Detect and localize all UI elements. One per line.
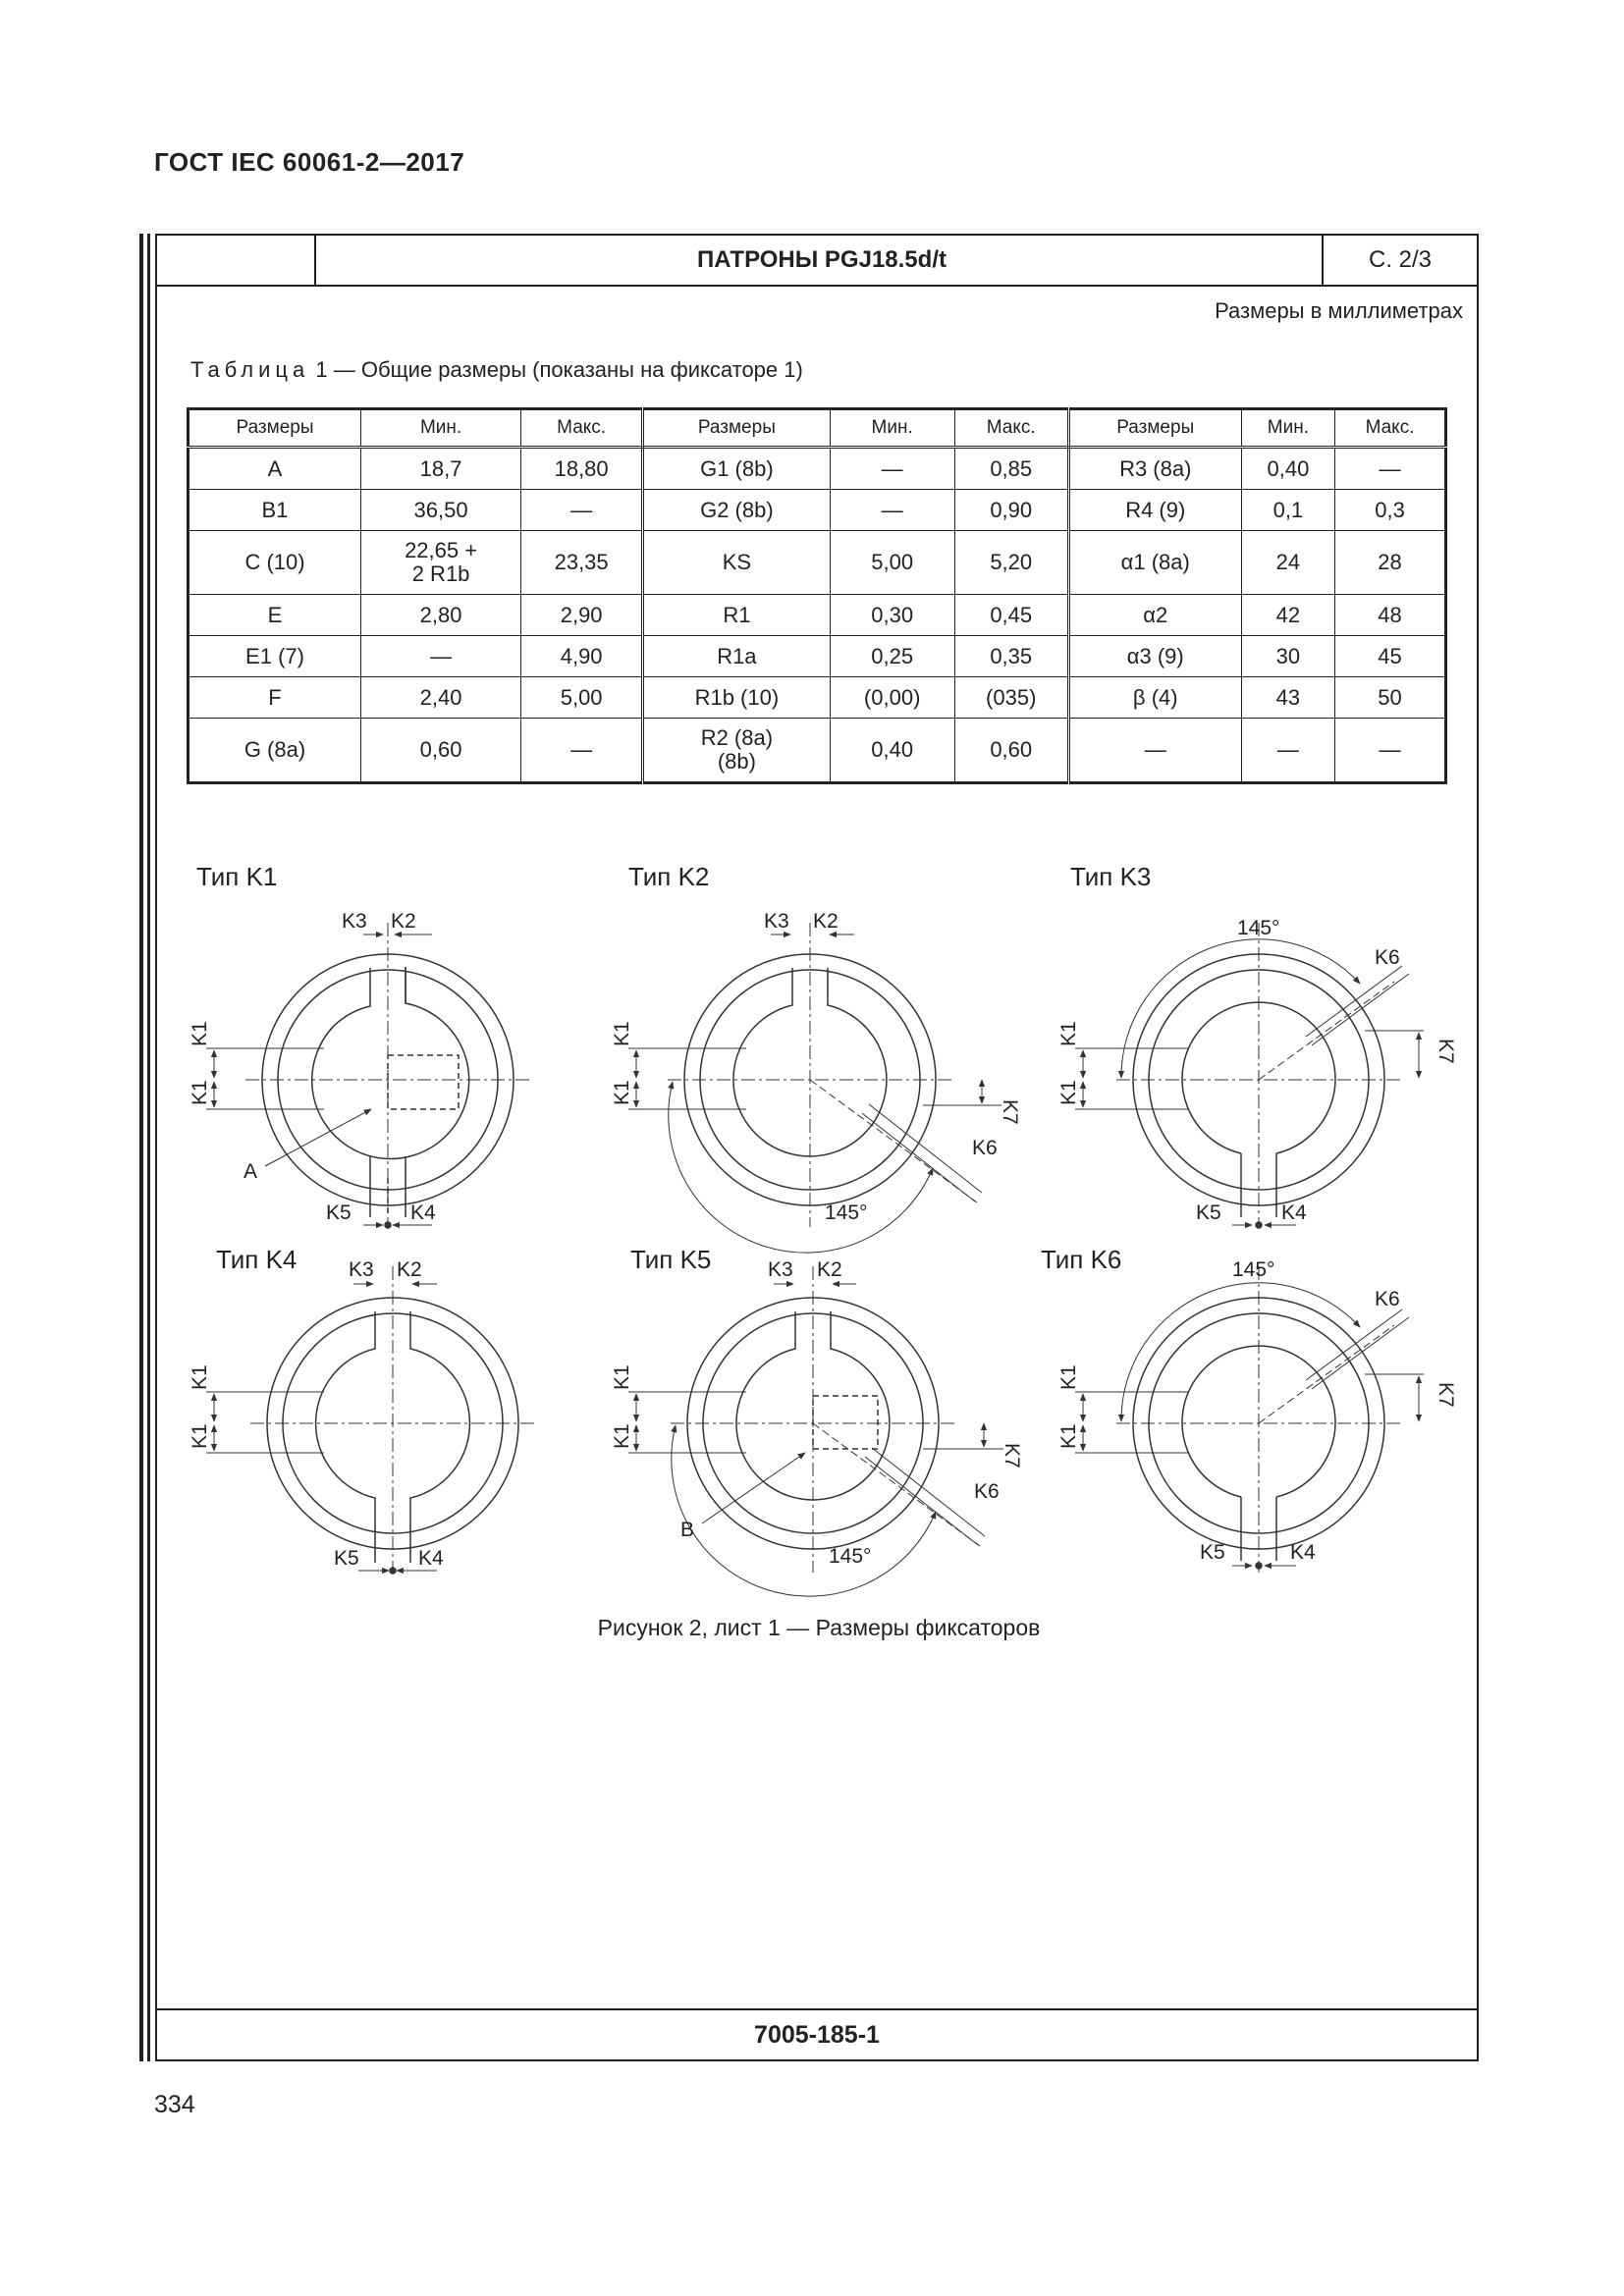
table-cell: 0,90 — [954, 490, 1068, 531]
table-cell: (0,00) — [830, 677, 954, 719]
figure-k5-k3-label: K3 — [768, 1258, 793, 1281]
table-cell: 0,40 — [830, 719, 954, 783]
page-number: 334 — [154, 2091, 195, 2118]
figure-k2-k3-label: K3 — [764, 910, 789, 933]
table-cell: R1a — [643, 636, 830, 677]
table-cell: 0,30 — [830, 595, 954, 636]
table-cell: — — [1335, 448, 1446, 490]
table-cell: α2 — [1068, 595, 1241, 636]
figure-k2-k7-label: K7 — [999, 1099, 1021, 1125]
table-cell: 0,60 — [361, 719, 521, 783]
table-cell: G1 (8b) — [643, 448, 830, 490]
figure-k5-k1a-label: K1 — [611, 1364, 633, 1390]
table-cell: 0,1 — [1241, 490, 1334, 531]
figure-k4-k1a-label: K1 — [189, 1364, 211, 1390]
figure-k1-title: Тип K1 — [196, 862, 278, 891]
figure-k5-k6-label: K6 — [974, 1480, 1000, 1503]
figure-k6-k1b-label: K1 — [1057, 1423, 1080, 1449]
table-cell: 5,00 — [521, 677, 643, 719]
table-header-cell: Размеры — [643, 409, 830, 448]
figure-k2-k2-label: K2 — [813, 910, 839, 933]
table-cell: E1 (7) — [189, 636, 361, 677]
table-cell: R1 — [643, 595, 830, 636]
figure-type-k2 — [628, 923, 1001, 1253]
table-header-cell: Мин. — [361, 409, 521, 448]
figure-k6-title: Тип K6 — [1041, 1245, 1122, 1274]
table-header-cell: Размеры — [1068, 409, 1241, 448]
table-cell: α3 (9) — [1068, 636, 1241, 677]
figure-k4-k1b-label: K1 — [189, 1423, 211, 1449]
table-cell: 0,25 — [830, 636, 954, 677]
margin-bar-outer — [139, 234, 143, 2061]
table-cell: KS — [643, 531, 830, 595]
detent-figures — [157, 236, 1477, 1669]
figure-type-k3 — [1075, 923, 1424, 1228]
margin-bar-inner — [147, 234, 150, 2061]
figure-k1-k1b-label: K1 — [189, 1080, 211, 1105]
table-cell: 18,7 — [361, 448, 521, 490]
figure-k3-k4-label: K4 — [1281, 1201, 1307, 1224]
figure-type-k4 — [206, 1266, 535, 1574]
table-caption-text: 1 — Общие размеры (показаны на фиксаторе 1) — [315, 357, 803, 382]
figure-k3-k7-label: K7 — [1435, 1039, 1457, 1064]
table-cell: R2 (8a) (8b) — [643, 719, 830, 783]
figure-type-k5 — [628, 1266, 1003, 1596]
table-header-cell: Размеры — [189, 409, 361, 448]
figure-k2-k6-label: K6 — [972, 1137, 998, 1159]
table-cell: 0,60 — [954, 719, 1068, 783]
figure-k1-a-label: A — [244, 1160, 258, 1183]
figure-k3-k1b-label: K1 — [1057, 1080, 1080, 1105]
table-cell: 18,80 — [521, 448, 643, 490]
table-cell: G (8a) — [189, 719, 361, 783]
figure-k5-k7-label: K7 — [1001, 1443, 1023, 1468]
sheet-frame — [155, 234, 1479, 2061]
figure-k1-k3-label: K3 — [342, 910, 367, 933]
figure-k6-k6-label: K6 — [1375, 1288, 1400, 1310]
figure-k2-angle-label: 145° — [825, 1201, 868, 1224]
table-cell: 24 — [1241, 531, 1334, 595]
table-cell: 5,20 — [954, 531, 1068, 595]
table-cell: — — [361, 636, 521, 677]
table-cell: G2 (8b) — [643, 490, 830, 531]
document-header: ГОСТ IEC 60061-2—2017 — [154, 147, 465, 177]
table-cell: 22,65 + 2 R1b — [361, 531, 521, 595]
figure-k3-k6-label: K6 — [1375, 946, 1400, 969]
table-cell: 42 — [1241, 595, 1334, 636]
table-cell: R3 (8a) — [1068, 448, 1241, 490]
table-cell: 36,50 — [361, 490, 521, 531]
table-cell: — — [521, 719, 643, 783]
table-cell: 30 — [1241, 636, 1334, 677]
table-cell: C (10) — [189, 531, 361, 595]
table-cell: 2,80 — [361, 595, 521, 636]
figure-k3-k1a-label: K1 — [1057, 1021, 1080, 1046]
table-cell: — — [1335, 719, 1446, 783]
table-cell: 50 — [1335, 677, 1446, 719]
figure-k4-k5-label: K5 — [334, 1547, 359, 1570]
table-header-cell: Мин. — [1241, 409, 1334, 448]
figure-k4-title: Тип K4 — [216, 1245, 298, 1274]
figure-k6-k7-label: K7 — [1435, 1382, 1457, 1408]
figure-k5-k1b-label: K1 — [611, 1423, 633, 1449]
figure-k5-angle-label: 145° — [829, 1545, 872, 1568]
table-cell: R4 (9) — [1068, 490, 1241, 531]
sheet-title: ПАТРОНЫ PGJ18.5d/t — [697, 246, 947, 273]
figure-k5-title: Тип K5 — [630, 1245, 712, 1274]
table-cell: 0,40 — [1241, 448, 1334, 490]
figure-k4-k3-label: K3 — [349, 1258, 374, 1281]
table-caption-prefix: Таблица — [190, 357, 310, 382]
table-cell: B1 — [189, 490, 361, 531]
table-cell: (035) — [954, 677, 1068, 719]
table-cell: — — [521, 490, 643, 531]
table-cell: A — [189, 448, 361, 490]
figure-k4-k2-label: K2 — [397, 1258, 422, 1281]
figure-k6-k4-label: K4 — [1290, 1541, 1316, 1564]
figure-k6-k1a-label: K1 — [1057, 1364, 1080, 1390]
table-cell: 2,90 — [521, 595, 643, 636]
table-cell: 2,40 — [361, 677, 521, 719]
table-cell: 0,45 — [954, 595, 1068, 636]
figure-k1-k2-label: K2 — [391, 910, 416, 933]
figure-k3-k5-label: K5 — [1196, 1201, 1221, 1224]
table-header-cell: Макс. — [954, 409, 1068, 448]
figure-k3-angle-label: 145° — [1237, 917, 1280, 939]
figure-k6-k5-label: K5 — [1200, 1541, 1225, 1564]
table-header-cell: Макс. — [1335, 409, 1446, 448]
table-cell: E — [189, 595, 361, 636]
table-cell: 48 — [1335, 595, 1446, 636]
table-cell: — — [830, 490, 954, 531]
figure-k1-k1a-label: K1 — [189, 1021, 211, 1046]
figure-k1-k5-label: K5 — [326, 1201, 352, 1224]
table-cell: 5,00 — [830, 531, 954, 595]
table-cell: 43 — [1241, 677, 1334, 719]
figure-type-k6 — [1075, 1266, 1424, 1573]
figure-k2-title: Тип K2 — [628, 862, 710, 891]
figure-k6-angle-label: 145° — [1232, 1258, 1275, 1281]
table-cell: 0,35 — [954, 636, 1068, 677]
table-cell: 0,3 — [1335, 490, 1446, 531]
table-cell: — — [830, 448, 954, 490]
table-cell: 23,35 — [521, 531, 643, 595]
table-cell: R1b (10) — [643, 677, 830, 719]
table-cell: 4,90 — [521, 636, 643, 677]
figure-k1-k4-label: K4 — [410, 1201, 436, 1224]
figure-k5-b-label: B — [680, 1519, 695, 1541]
units-note: Размеры в миллиметрах — [1215, 298, 1463, 323]
figure-k2-k1b-label: K1 — [611, 1080, 633, 1105]
table-cell: α1 (8a) — [1068, 531, 1241, 595]
table-cell: β (4) — [1068, 677, 1241, 719]
table-cell: F — [189, 677, 361, 719]
figure-k5-k2-label: K2 — [817, 1258, 842, 1281]
table-cell: — — [1068, 719, 1241, 783]
sheet-number: С. 2/3 — [1322, 236, 1477, 285]
table-header-cell: Макс. — [521, 409, 643, 448]
table-header-cell: Мин. — [830, 409, 954, 448]
figure-k3-title: Тип K3 — [1070, 862, 1152, 891]
table-cell: 45 — [1335, 636, 1446, 677]
table-cell: — — [1241, 719, 1334, 783]
figure-k2-k1a-label: K1 — [611, 1021, 633, 1046]
figure-caption: Рисунок 2, лист 1 — Размеры фиксаторов — [597, 1615, 1041, 1640]
sheet-code: 7005-185-1 — [157, 2008, 1477, 2059]
table-cell: 0,85 — [954, 448, 1068, 490]
table-cell: 28 — [1335, 531, 1446, 595]
figure-k4-k4-label: K4 — [418, 1547, 444, 1570]
